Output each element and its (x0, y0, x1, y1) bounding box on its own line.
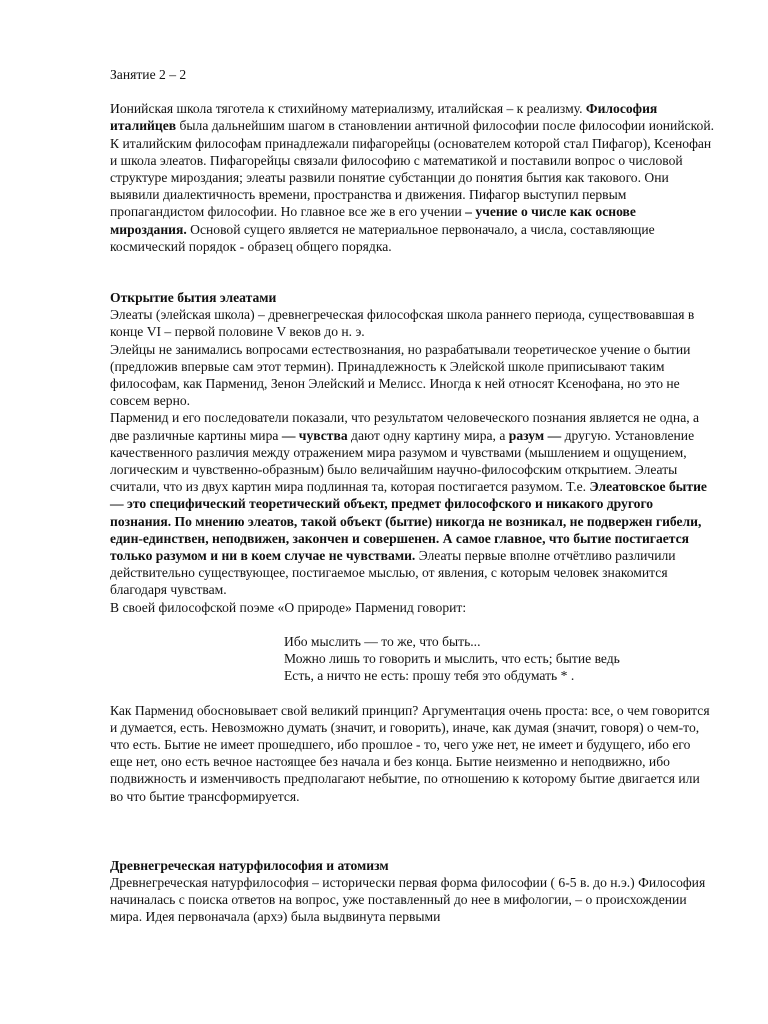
heading-text: Древнегреческая натурфилософия и атомизм (110, 857, 389, 873)
heading-text: Открытие бытия элеатами (110, 290, 277, 306)
paragraph-italian-philosophy (110, 100, 716, 255)
bold-run: Философия италийцев (110, 101, 658, 134)
poem-line: Ибо мыслить — то же, что быть... (284, 633, 481, 649)
section-heading-eleatics (110, 289, 716, 306)
text-run: дают одну картину мира, а (347, 427, 509, 443)
text-run: другую. Установление качественного различия между отражением мира разумом и чувствами (мышлением и ощущением, логическим и чувственно-образным) было величайшим научно-философским открытием. Элеаты считали, что из двух картин мира подлинная та, которая постигается разумом. Т.е. (110, 427, 695, 495)
section-heading-natural-philosophy (110, 857, 716, 874)
spacer (110, 83, 716, 100)
text-run: Ионийская школа тяготела к стихийному материализму, италийская – к реализму. (110, 101, 586, 117)
spacer (110, 685, 716, 702)
poem-line: Есть, а ничто не есть: прошу тебя это обдумать * . (284, 668, 575, 684)
spacer (110, 805, 716, 857)
document-body (110, 66, 716, 926)
bold-run: — чувства (281, 427, 348, 443)
poem-quote (284, 633, 716, 685)
bold-run: Элеатовское бытие — это специфический теоретический объект, предмет философского и никакого другого познания. По мнению элеатов, такой объект (бытие) никогда не возникал, не подвержен гибели, един-единствен, неподвижен, закончен и совершенен. А самое главное, что бытие постигается только разумом и ни в коем случае не чувствами. (110, 479, 707, 564)
paragraph-natural-philosophy: Древнегреческая натурфилософия – исторически первая форма философии ( 6-5 в. до н.э.) Философия начиналась с поиска ответов на вопрос, уже поставленный до нее в мифологии, – о происхождении мира. Идея первоначала (архэ) была выдвинута первыми (110, 874, 706, 925)
lesson-title: Занятие 2 – 2 (110, 67, 187, 82)
text-run: Элеаты первые вполне отчётливо различили действительно существующее, постигаемое мыслью, от явления, с которым человек знакомится благодаря чувствам. (110, 548, 676, 598)
text-run: была дальнейшим шагом в становлении античной философии после философии ионийской. К италийским философам принадлежали пифагорейцы (основателем которой стал Пифагор), Ксенофан и школа элеатов. Пифагорейцы связали философию с математикой и поставили вопрос о числовой структуре мироздания; элеаты развили понятие субстанции до понятия бытия как такового. Они выявили диалектичность времени, пространства и движения. Пифагор выступил первым пропагандистом философии. Но главное все же в его учении (110, 118, 715, 220)
paragraph-parmenides (110, 409, 716, 598)
bold-run: разум — (508, 427, 562, 443)
poem-intro: В своей философской поэме «О природе» Парменид говорит: (110, 599, 467, 615)
paragraph-eleatic-being: Элейцы не занимались вопросами естествознания, но разрабатывали теоретическое учение о бытии (предложив впервые сам этот термин). Принадлежность к Элейской школе приписывают таким философам, как Парменид, Зенон Элейский и Мелисс. Иногда к ней относят Ксенофана, но это не совсем верно. (110, 341, 691, 409)
text-run: Парменид и его последователи показали, что результатом человеческого познания является не одна, а две различные картины мира (110, 410, 700, 443)
spacer (110, 255, 716, 289)
spacer (110, 616, 716, 633)
paragraph-eleatic-school: Элеаты (элейская школа) – древнегреческая философская школа раннего периода, существовавшая в конце VI – первой половине V веков до н. э. (110, 307, 695, 340)
bold-run: – учение о числе как основе мироздания. (110, 204, 636, 237)
poem-line: Можно лишь то говорить и мыслить, что есть; бытие ведь (284, 651, 620, 667)
paragraph-argument: Как Парменид обосновывает свой великий принцип? Аргументация очень проста: все, о чем говорится и думается, есть. Невозможно думать (значит, и говорить), иначе, как думая (значит, говоря) о чем-то, что есть. Бытие не имеет прошедшего, ибо прошлое - то, чего уже нет, не имеет и будущего, ибо его еще нет, оно есть вечное настоящее без начала и без конца. Бытие неизменно и неподвижно, ибо подвижность и изменчивость предполагают небытие, по отношению к которому бытие двигается или во что бытие трансформируется. (110, 702, 710, 804)
text-run: Основой сущего является не материальное первоначало, а числа, составляющие космический порядок - образец общего порядка. (110, 221, 655, 254)
